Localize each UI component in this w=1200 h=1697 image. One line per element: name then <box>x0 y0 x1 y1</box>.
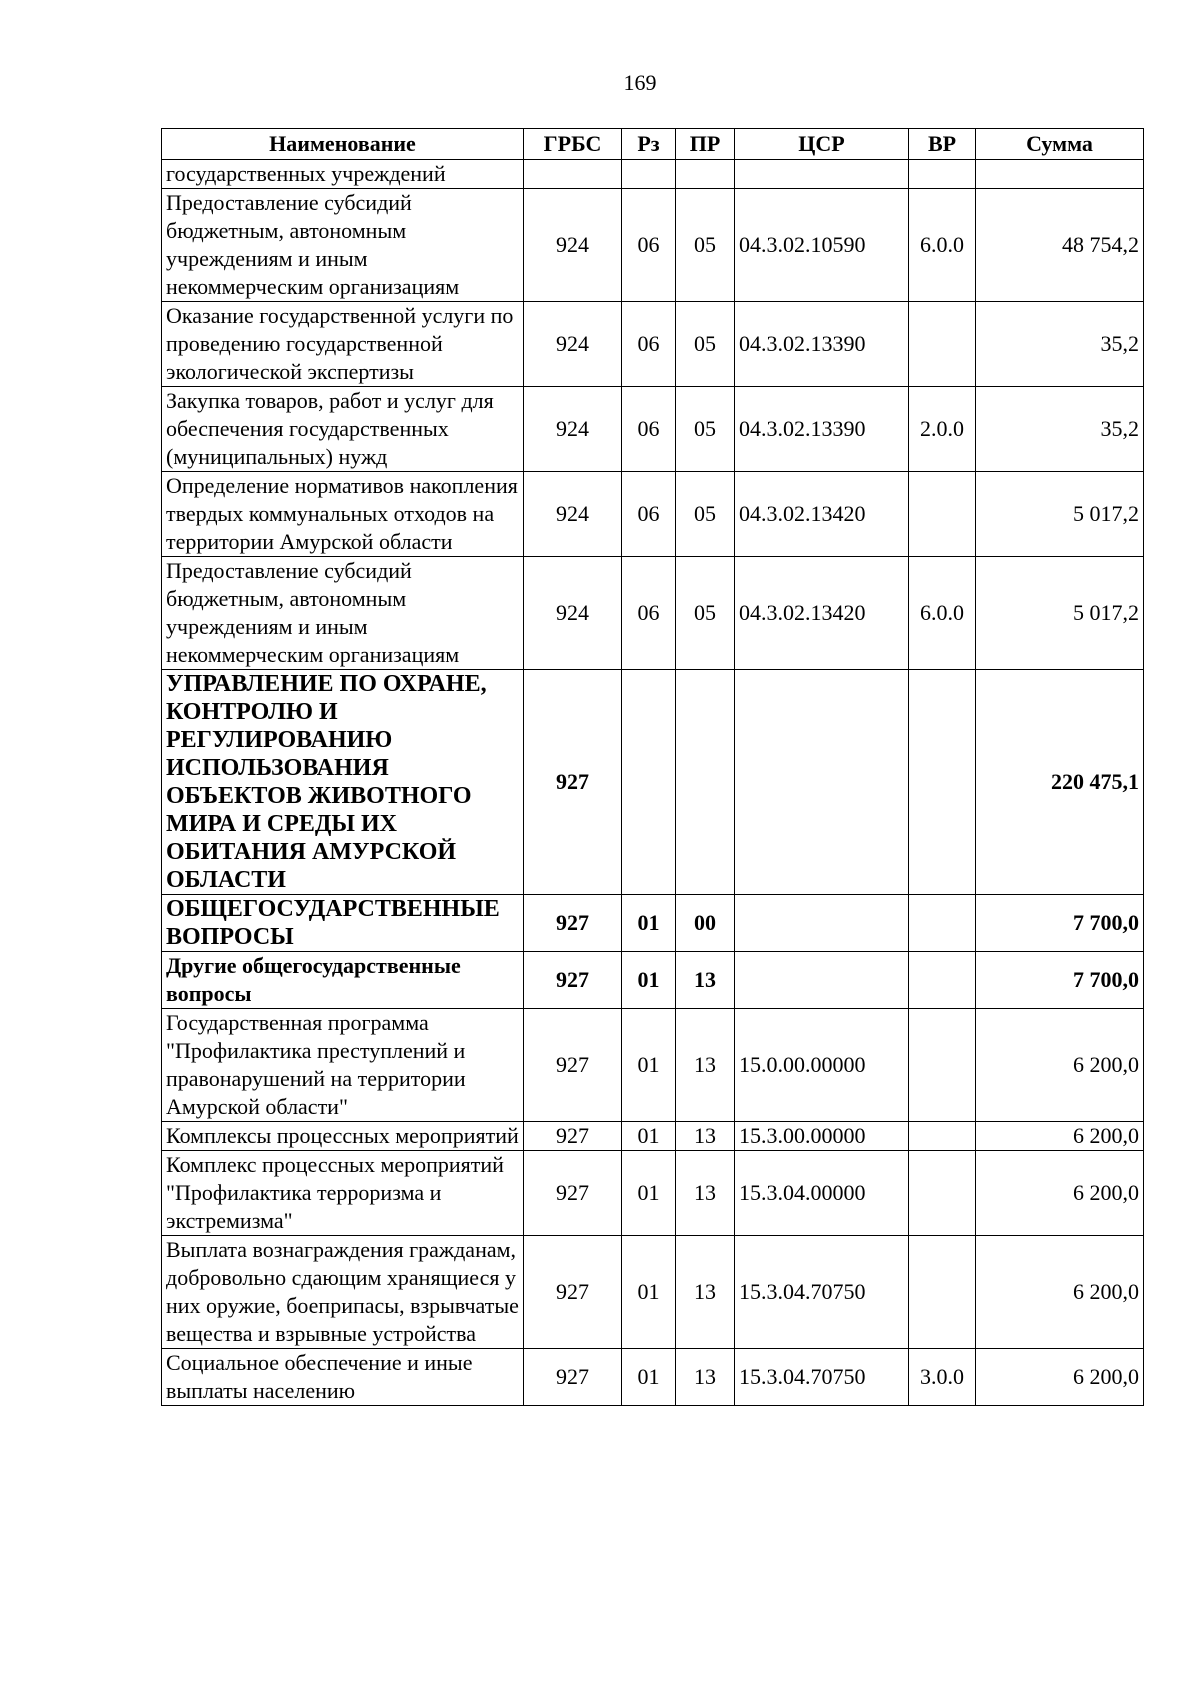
row-grbs: 924 <box>524 189 622 302</box>
row-pr: 13 <box>676 1009 735 1122</box>
row-csr: 15.3.04.70750 <box>735 1236 909 1349</box>
row-name: Определение нормативов накопления твердых коммунальных отходов на территории Амурской области <box>162 472 524 557</box>
row-sum: 5 017,2 <box>976 557 1144 670</box>
header-vr: ВР <box>909 129 976 160</box>
row-sum: 7 700,0 <box>976 952 1144 1009</box>
row-sum: 35,2 <box>976 387 1144 472</box>
table-row-section <box>162 895 1144 952</box>
table-row <box>162 1151 1144 1236</box>
table-row-section <box>162 952 1144 1009</box>
row-rz: 01 <box>622 952 676 1009</box>
row-pr: 13 <box>676 1122 735 1151</box>
row-name: Закупка товаров, работ и услуг для обеспечения государственных (муниципальных) нужд <box>162 387 524 472</box>
row-vr <box>909 1009 976 1122</box>
row-rz: 06 <box>622 189 676 302</box>
row-csr: 15.0.00.00000 <box>735 1009 909 1122</box>
header-rz: Рз <box>622 129 676 160</box>
row-name: Предоставление субсидий бюджетным, автономным учреждениям и иным некоммерческим организациям <box>162 189 524 302</box>
table-row <box>162 189 1144 302</box>
row-vr <box>909 302 976 387</box>
row-grbs: 927 <box>524 1151 622 1236</box>
row-rz: 06 <box>622 302 676 387</box>
row-rz: 01 <box>622 895 676 952</box>
row-grbs: 924 <box>524 472 622 557</box>
table-row <box>162 1349 1144 1406</box>
table-row <box>162 1009 1144 1122</box>
row-csr <box>735 952 909 1009</box>
row-grbs: 927 <box>524 952 622 1009</box>
row-vr: 2.0.0 <box>909 387 976 472</box>
row-pr: 05 <box>676 557 735 670</box>
table-row-section <box>162 670 1144 895</box>
row-grbs: 927 <box>524 1349 622 1406</box>
budget-table <box>161 128 1144 1406</box>
header-csr: ЦСР <box>735 129 909 160</box>
row-name: Предоставление субсидий бюджетным, автономным учреждениям и иным некоммерческим организациям <box>162 557 524 670</box>
row-sum: 6 200,0 <box>976 1236 1144 1349</box>
row-csr: 04.3.02.13420 <box>735 557 909 670</box>
header-name: Наименование <box>162 129 524 160</box>
row-pr: 13 <box>676 952 735 1009</box>
row-csr <box>735 670 909 895</box>
row-name: Комплекс процессных мероприятий "Профилактика терроризма и экстремизма" <box>162 1151 524 1236</box>
page-number: 169 <box>623 70 657 95</box>
row-vr <box>909 160 976 189</box>
row-pr <box>676 670 735 895</box>
row-vr <box>909 1151 976 1236</box>
row-name: Государственная программа "Профилактика преступлений и правонарушений на территории Амурской области" <box>162 1009 524 1122</box>
row-name: Выплата вознаграждения гражданам, добровольно сдающим хранящиеся у них оружие, боеприпасы, взрывчатые вещества и взрывные устройства <box>162 1236 524 1349</box>
row-grbs: 927 <box>524 895 622 952</box>
table-row <box>162 387 1144 472</box>
table-row <box>162 1236 1144 1349</box>
row-rz: 06 <box>622 387 676 472</box>
row-vr <box>909 1122 976 1151</box>
row-sum: 7 700,0 <box>976 895 1144 952</box>
row-sum: 6 200,0 <box>976 1151 1144 1236</box>
row-grbs: 924 <box>524 557 622 670</box>
row-rz: 06 <box>622 472 676 557</box>
row-pr: 13 <box>676 1151 735 1236</box>
row-vr <box>909 670 976 895</box>
row-sum: 6 200,0 <box>976 1349 1144 1406</box>
row-vr <box>909 472 976 557</box>
row-vr: 6.0.0 <box>909 189 976 302</box>
row-grbs: 927 <box>524 1236 622 1349</box>
row-sum: 48 754,2 <box>976 189 1144 302</box>
row-sum: 6 200,0 <box>976 1009 1144 1122</box>
row-name: Оказание государственной услуги по проведению государственной экологической экспертизы <box>162 302 524 387</box>
row-vr <box>909 895 976 952</box>
row-rz: 01 <box>622 1151 676 1236</box>
row-rz: 01 <box>622 1236 676 1349</box>
row-pr: 05 <box>676 302 735 387</box>
row-csr: 15.3.04.00000 <box>735 1151 909 1236</box>
row-pr: 13 <box>676 1236 735 1349</box>
row-sum <box>976 160 1144 189</box>
table-row <box>162 302 1144 387</box>
row-name: государственных учреждений <box>162 160 524 189</box>
row-name: Комплексы процессных мероприятий <box>162 1122 524 1151</box>
row-sum: 35,2 <box>976 302 1144 387</box>
row-vr <box>909 1236 976 1349</box>
table-row <box>162 1122 1144 1151</box>
row-pr: 05 <box>676 472 735 557</box>
header-grbs: ГРБС <box>524 129 622 160</box>
row-csr: 15.3.04.70750 <box>735 1349 909 1406</box>
row-csr: 04.3.02.13390 <box>735 387 909 472</box>
row-grbs: 927 <box>524 1009 622 1122</box>
row-pr: 05 <box>676 387 735 472</box>
row-csr: 04.3.02.10590 <box>735 189 909 302</box>
row-rz <box>622 670 676 895</box>
row-sum: 220 475,1 <box>976 670 1144 895</box>
row-name: Социальное обеспечение и иные выплаты населению <box>162 1349 524 1406</box>
row-pr: 13 <box>676 1349 735 1406</box>
row-csr <box>735 160 909 189</box>
row-rz: 01 <box>622 1009 676 1122</box>
row-grbs: 927 <box>524 670 622 895</box>
row-vr <box>909 952 976 1009</box>
row-csr: 04.3.02.13420 <box>735 472 909 557</box>
row-name: ОБЩЕГОСУДАРСТВЕННЫЕ ВОПРОСЫ <box>162 895 524 952</box>
row-rz <box>622 160 676 189</box>
header-sum: Сумма <box>976 129 1144 160</box>
row-vr: 6.0.0 <box>909 557 976 670</box>
table-row <box>162 557 1144 670</box>
row-rz: 01 <box>622 1349 676 1406</box>
row-pr: 05 <box>676 189 735 302</box>
row-pr: 00 <box>676 895 735 952</box>
row-rz: 01 <box>622 1122 676 1151</box>
row-rz: 06 <box>622 557 676 670</box>
table-row <box>162 472 1144 557</box>
row-sum: 6 200,0 <box>976 1122 1144 1151</box>
header-pr: ПР <box>676 129 735 160</box>
row-pr <box>676 160 735 189</box>
row-name: УПРАВЛЕНИЕ ПО ОХРАНЕ, КОНТРОЛЮ И РЕГУЛИРОВАНИЮ ИСПОЛЬЗОВАНИЯ ОБЪЕКТОВ ЖИВОТНОГО МИРА И СРЕДЫ ИХ ОБИТАНИЯ АМУРСКОЙ ОБЛАСТИ <box>162 670 524 895</box>
row-csr <box>735 895 909 952</box>
row-sum: 5 017,2 <box>976 472 1144 557</box>
table-row <box>162 160 1144 189</box>
table-header-row <box>162 129 1144 160</box>
row-name: Другие общегосударственные вопросы <box>162 952 524 1009</box>
row-grbs <box>524 160 622 189</box>
row-grbs: 924 <box>524 387 622 472</box>
row-grbs: 924 <box>524 302 622 387</box>
row-csr: 04.3.02.13390 <box>735 302 909 387</box>
row-grbs: 927 <box>524 1122 622 1151</box>
row-csr: 15.3.00.00000 <box>735 1122 909 1151</box>
row-vr: 3.0.0 <box>909 1349 976 1406</box>
